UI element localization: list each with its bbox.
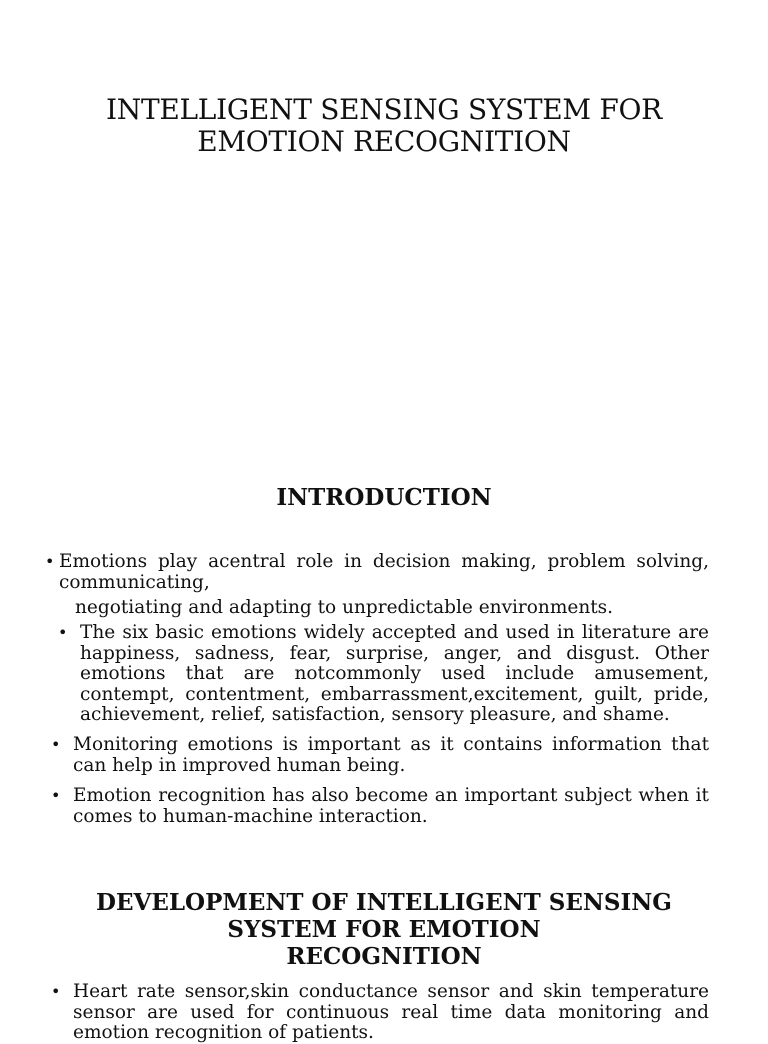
intro-bullet-1: [45, 551, 709, 593]
title-line-1: INTELLIGENT SENSING SYSTEM FOR: [106, 93, 662, 126]
bullet-marker: •: [51, 982, 61, 1001]
development-heading: [0, 889, 768, 970]
intro-bullet-3-text: Monitoring emotions is important as it contains information that can help in improved human being.: [73, 734, 709, 776]
development-heading-line-3: RECOGNITION: [286, 943, 482, 970]
bullet-marker: •: [58, 623, 68, 642]
intro-bullet-1-text: Emotions play acentral role in decision making, problem solving, communicating,: [59, 551, 709, 593]
title-line-2: EMOTION RECOGNITION: [197, 125, 571, 158]
development-heading-line-1: DEVELOPMENT OF INTELLIGENT SENSING: [96, 889, 672, 916]
development-bullet-1-text: Heart rate sensor,skin conductance sensor and skin temperature sensor are used for continuous real time data monitoring and emotion recognition of patients.: [73, 981, 709, 1043]
intro-bullet-1-continuation: negotiating and adapting to unpredictable environments.: [75, 597, 614, 618]
development-heading-line-2: SYSTEM FOR EMOTION: [227, 916, 541, 943]
intro-bullet-4-text: Emotion recognition has also become an important subject when it comes to human-machine interaction.: [73, 785, 709, 827]
development-bullet-1: [51, 981, 709, 1044]
intro-bullet-2-text: The six basic emotions widely accepted and used in literature are happiness, sadness, fear, surprise, anger, and disgust. Other emotions that are notcommonly used include amusement, contempt, contentment, embarrassment,excitement, guilt, pride, achievement, relief, satisfaction, sensory pleasure, and shame.: [80, 622, 709, 725]
intro-bullet-2: [58, 622, 709, 726]
intro-bullet-4: [51, 785, 709, 827]
bullet-marker: •: [51, 786, 61, 805]
page-title: [0, 94, 768, 158]
bullet-marker: •: [45, 552, 55, 571]
introduction-heading: INTRODUCTION: [276, 484, 492, 511]
intro-bullet-3: [51, 734, 709, 776]
bullet-marker: •: [51, 735, 61, 754]
